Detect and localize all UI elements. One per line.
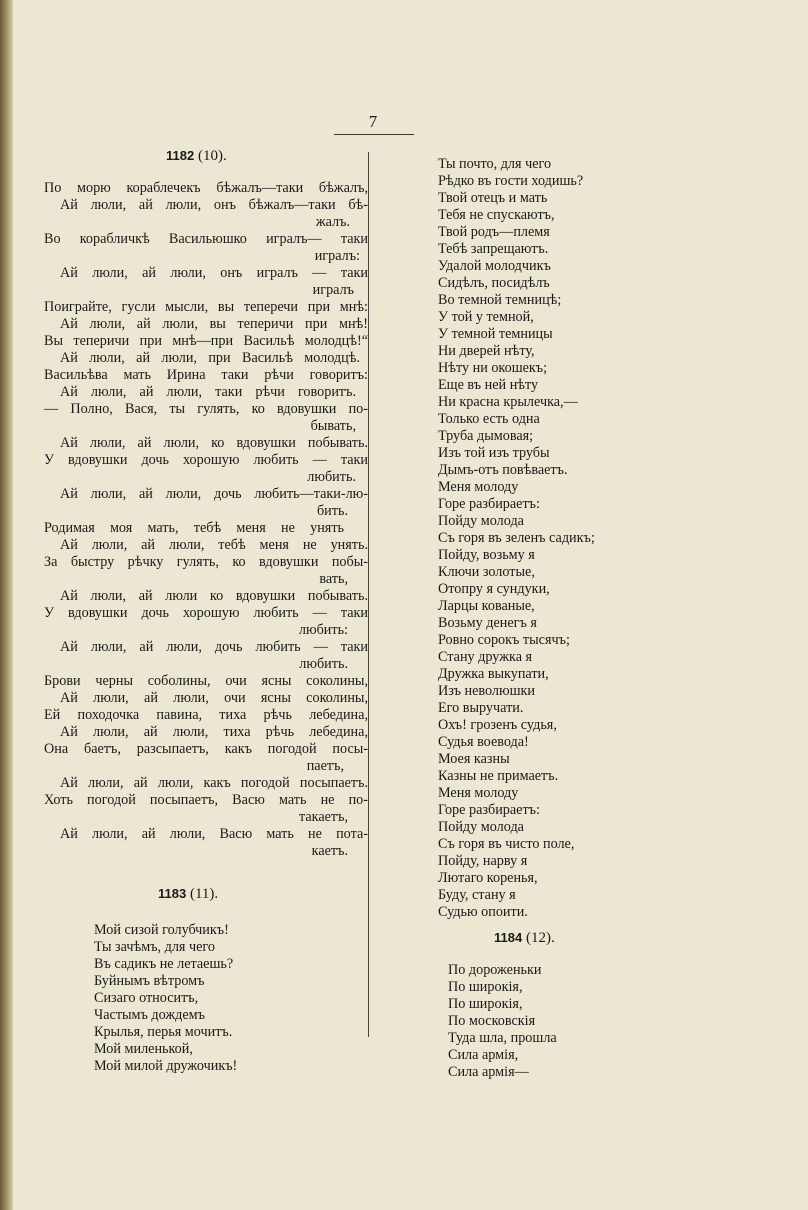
- verse-line: По широкія,: [448, 979, 523, 995]
- verse-line: Казны не примаетъ.: [438, 768, 559, 784]
- verse-line: Вы теперичи при мнѣ—при Васильѣ молодцѣ!“: [44, 333, 368, 349]
- verse-line: Ай люли, ай люли, тебѣ меня не унять.: [60, 537, 368, 553]
- verse-line: Съ горя въ зеленъ садикъ;: [438, 530, 595, 546]
- verse-line: По московскія: [448, 1013, 536, 1029]
- verse-line: Пойду молода: [438, 819, 524, 835]
- verse-line: Съ горя въ чисто поле,: [438, 836, 575, 852]
- verse-line: За быстру рѣчку гулять, ко вдовушки побы-: [44, 554, 368, 570]
- verse-line: Меня молоду: [438, 479, 519, 495]
- verse-line: паетъ,: [306, 758, 344, 774]
- verse-line: любить.: [299, 656, 348, 672]
- verse-line: Ай люли, ай люли, вы теперичи при мнѣ!: [60, 316, 368, 332]
- verse-line: Ай люли, ай люли, дочь любить—таки-лю-: [60, 486, 368, 502]
- verse-line: Ай люли, ай люли, дочь любить — таки: [60, 639, 368, 655]
- verse-line: Только есть одна: [438, 411, 540, 427]
- verse-line: бывать,: [310, 418, 356, 434]
- verse-line: У вдовушки дочь хорошую любить — таки: [44, 605, 368, 621]
- verse-line: Лютаго коренья,: [438, 870, 538, 886]
- verse-line: Ай люли, ай люли, онъ игралъ — таки: [60, 265, 368, 281]
- verse-line: Въ садикъ не летаешь?: [94, 956, 234, 972]
- verse-line: Ай люли, ай люли, какъ погодой посыпаетъ.: [60, 775, 368, 791]
- verse-line: Стану дружка я: [438, 649, 533, 665]
- verse-line: По дороженьки: [448, 962, 542, 978]
- verse-line: игралъ: [312, 282, 354, 298]
- verse-line: Туда шла, прошла: [448, 1030, 557, 1046]
- song-heading-1182: [166, 148, 227, 165]
- verse-line: Горе разбираетъ:: [438, 496, 540, 512]
- verse-line: Сизаго относитъ,: [94, 990, 199, 1006]
- song-subnumber: (12).: [525, 930, 555, 946]
- verse-line: Твой родъ—племя: [438, 224, 550, 240]
- verse-line: Еще въ ней нѣту: [438, 377, 539, 393]
- verse-line: Труба дымовая;: [438, 428, 534, 444]
- verse-line: Пойду, возьму я: [438, 547, 535, 563]
- verse-line: По широкія,: [448, 996, 523, 1012]
- verse-line: — Полно, Вася, ты гулять, ко вдовушки по-: [44, 401, 368, 417]
- verse-line: Ай люли, ай люли, онъ бѣжалъ—таки бѣ-: [60, 197, 368, 213]
- verse-line: Ни дверей нѣту,: [438, 343, 535, 359]
- verse-line: Ай люли, ай люли, таки рѣчи говоритъ.: [60, 384, 356, 400]
- song-number: 1183: [158, 886, 187, 901]
- column-divider: [368, 152, 369, 1037]
- book-spine: [0, 0, 13, 1210]
- verse-line: любить.: [307, 469, 356, 485]
- verse-line: У темной темницы: [438, 326, 553, 342]
- verse-line: Возьму денегъ я: [438, 615, 537, 631]
- verse-line: Мой милой дружочикъ!: [94, 1058, 238, 1074]
- verse-line: Нѣту ни окошекъ;: [438, 360, 548, 376]
- verse-line: Рѣдко въ гости ходишь?: [438, 173, 584, 189]
- song-subnumber: (10).: [197, 148, 227, 164]
- verse-line: Брови черны соболины, очи ясны соколины,: [44, 673, 368, 689]
- song-heading-1184: [494, 930, 555, 947]
- verse-line: Охъ! грозенъ судья,: [438, 717, 557, 733]
- verse-line: Меня молоду: [438, 785, 519, 801]
- verse-line: Тебѣ запрещаютъ.: [438, 241, 549, 257]
- verse-line: Твой отецъ и мать: [438, 190, 548, 206]
- verse-line: Судью опоити.: [438, 904, 528, 920]
- verse-line: бить.: [316, 503, 348, 519]
- verse-line: Васильѣва мать Ирина таки рѣчи говоритъ:: [44, 367, 368, 383]
- verse-line: У той у темной,: [438, 309, 534, 325]
- verse-line: Дружка выкупати,: [438, 666, 549, 682]
- verse-line: Мой сизой голубчикъ!: [94, 922, 229, 938]
- verse-line: Она баетъ, разсыпаетъ, какъ погодой посы-: [44, 741, 368, 757]
- verse-line: Ай люли, ай люли, тиха рѣчь лебедина,: [60, 724, 368, 740]
- verse-line: У вдовушки дочь хорошую любить — таки: [44, 452, 368, 468]
- verse-line: Его выручати.: [438, 700, 524, 716]
- verse-line: Сила армія—: [448, 1064, 529, 1080]
- verse-line: Пойду молода: [438, 513, 524, 529]
- verse-line: Ей походочка павина, тиха рѣчь лебедина,: [44, 707, 368, 723]
- verse-line: Тебя не спускаютъ,: [438, 207, 555, 223]
- verse-line: жалъ.: [315, 214, 350, 230]
- verse-line: Ай люли, ай люли, Васю мать не пота-: [60, 826, 368, 842]
- verse-line: Пойду, нарву я: [438, 853, 528, 869]
- song-heading-1183: [158, 886, 218, 903]
- verse-line: любить:: [298, 622, 348, 638]
- verse-line: Поиграйте, гусли мысли, вы теперечи при мнѣ:: [44, 299, 368, 315]
- verse-line: Ай люли, ай люли, при Васильѣ молодцѣ.: [60, 350, 360, 366]
- page-number: 7: [368, 112, 378, 131]
- verse-line: Крылья, перья мочитъ.: [94, 1024, 233, 1040]
- verse-line: Буйнымъ вѣтромъ: [94, 973, 205, 989]
- verse-line: Сила армія,: [448, 1047, 519, 1063]
- verse-line: Ларцы кованые,: [438, 598, 535, 614]
- verse-line: Ключи золотые,: [438, 564, 535, 580]
- song-subnumber: (11).: [189, 886, 219, 902]
- verse-line: Дымъ-отъ повѣваетъ.: [438, 462, 568, 478]
- verse-line: Ай люли, ай люли ко вдовушки побывать.: [60, 588, 368, 604]
- verse-line: Во корабличкѣ Васильюшко игралъ— таки: [44, 231, 368, 247]
- verse-line: каетъ.: [311, 843, 348, 859]
- verse-line: Ты почто, для чего: [438, 156, 552, 172]
- verse-line: Отопру я сундуки,: [438, 581, 550, 597]
- verse-line: Судья воевода!: [438, 734, 529, 750]
- verse-line: Мой миленькой,: [94, 1041, 193, 1057]
- verse-line: Ай люли, ай люли, очи ясны соколины,: [60, 690, 368, 706]
- header-rule: [334, 134, 414, 135]
- verse-line: вать,: [319, 571, 348, 587]
- verse-line: такаетъ,: [298, 809, 348, 825]
- verse-line: Ты зачѣмъ, для чего: [94, 939, 215, 955]
- verse-line: Во темной темницѣ;: [438, 292, 562, 308]
- verse-line: Сидѣлъ, посидѣлъ: [438, 275, 550, 291]
- song-number: 1184: [494, 930, 523, 945]
- verse-line: Изъ неволюшки: [438, 683, 535, 699]
- verse-line: Ай люли, ай люли, ко вдовушки побывать.: [60, 435, 368, 451]
- verse-line: Ни красна крылечка,—: [438, 394, 578, 410]
- verse-line: Ровно сорокъ тысячъ;: [438, 632, 570, 648]
- verse-line: Моея казны: [438, 751, 510, 767]
- verse-line: По морю кораблечекъ бѣжалъ—таки бѣжалъ,: [44, 180, 368, 196]
- verse-line: игралъ:: [314, 248, 360, 264]
- verse-line: Изъ той изъ трубы: [438, 445, 550, 461]
- verse-line: Буду, стану я: [438, 887, 516, 903]
- verse-line: Горе разбираетъ:: [438, 802, 540, 818]
- song-number: 1182: [166, 148, 195, 163]
- verse-line: Родимая моя мать, тебѣ меня не унять: [44, 520, 344, 536]
- verse-line: Удалой молодчикъ: [438, 258, 551, 274]
- verse-line: Хоть погодой посыпаетъ, Васю мать не по-: [44, 792, 368, 808]
- verse-line: Частымъ дождемъ: [94, 1007, 205, 1023]
